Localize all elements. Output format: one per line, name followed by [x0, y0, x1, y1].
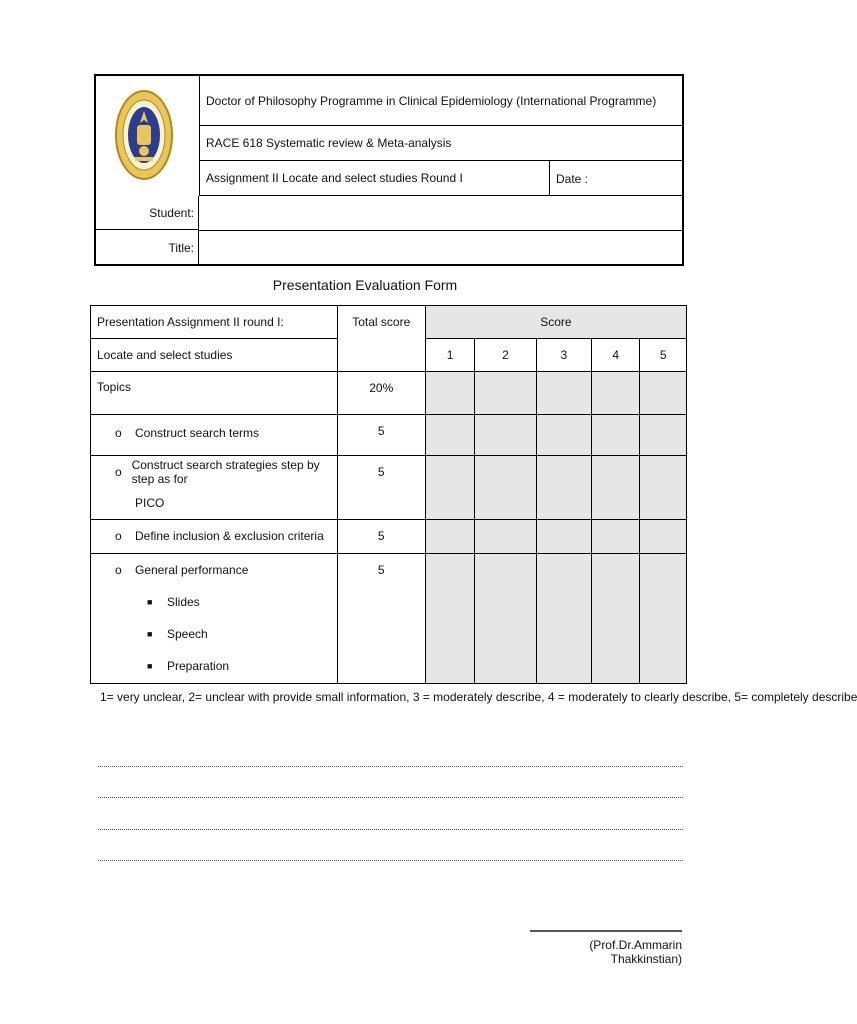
score-legend: 1= very unclear, 2= unclear with provide small information, 3 = moderately describe, 4 = moderately to clearly describe, 5= completely describe [100, 690, 857, 704]
evaluation-table [90, 305, 687, 684]
programme-row [199, 76, 682, 126]
university-logo-cell [96, 76, 200, 196]
comment-line[interactable] [98, 829, 683, 830]
date-label: Date : [556, 171, 589, 186]
score-col-3-label: 3 [560, 348, 568, 362]
score-cell[interactable] [536, 415, 591, 456]
topics-label: Topics [97, 380, 132, 394]
score-cell[interactable] [591, 372, 639, 415]
criterion-score: 5 [377, 424, 385, 438]
score-cell[interactable] [475, 456, 536, 520]
score-col-3 [536, 339, 591, 372]
score-col-5-label: 5 [659, 348, 667, 362]
sub-item-text: Speech [167, 627, 208, 641]
course-row [199, 126, 682, 161]
form-title: Presentation Evaluation Form [272, 277, 458, 293]
circle-bullet-icon: o [115, 465, 122, 479]
score-cell[interactable] [640, 372, 687, 415]
score-col-1-label: 1 [446, 348, 454, 362]
score-cell[interactable] [640, 554, 687, 684]
score-cell[interactable] [425, 415, 474, 456]
circle-bullet-icon: o [115, 563, 122, 577]
criterion-text: Define inclusion & exclusion criteria [135, 529, 324, 543]
form-header [94, 74, 684, 266]
student-field[interactable] [199, 196, 682, 231]
score-cell[interactable] [536, 372, 591, 415]
comment-line[interactable] [98, 797, 683, 798]
score-cell[interactable] [591, 456, 639, 520]
signature-line[interactable] [530, 930, 682, 932]
score-cell[interactable] [425, 372, 474, 415]
criterion-text: Construct search terms [135, 426, 260, 440]
table-row [91, 415, 687, 456]
score-cell[interactable] [640, 456, 687, 520]
comment-line[interactable] [98, 860, 683, 861]
signature-name: (Prof.Dr.Ammarin Thakkinstian) [589, 938, 682, 966]
score-cell[interactable] [591, 554, 639, 684]
square-bullet-icon: ■ [147, 661, 153, 671]
score-cell[interactable] [591, 520, 639, 554]
score-cell[interactable] [425, 456, 474, 520]
score-col-5 [640, 339, 687, 372]
score-cell[interactable] [640, 415, 687, 456]
table-row [91, 520, 687, 554]
topics-total: 20% [369, 381, 394, 395]
circle-bullet-icon: o [115, 426, 122, 440]
criterion-text-continued: PICO [135, 496, 165, 510]
table-row [91, 456, 687, 520]
course-text: RACE 618 Systematic review & Meta-analysis [206, 136, 452, 150]
score-label: Score [540, 315, 572, 329]
programme-text: Doctor of Philosophy Programme in Clinical Epidemiology (International Programme) [206, 93, 657, 108]
score-cell[interactable] [425, 554, 474, 684]
head-line2: Locate and select studies [97, 348, 233, 362]
score-cell[interactable] [640, 520, 687, 554]
criterion-score: 5 [377, 563, 385, 577]
score-cell[interactable] [536, 456, 591, 520]
score-cell[interactable] [475, 554, 536, 684]
score-col-4-label: 4 [612, 348, 620, 362]
criterion-text: General performance [135, 563, 249, 577]
date-field[interactable] [549, 161, 684, 196]
table-row [91, 372, 687, 415]
score-cell[interactable] [475, 372, 536, 415]
score-cell[interactable] [425, 520, 474, 554]
table-head-cell-2 [91, 339, 338, 372]
criterion-score: 5 [377, 465, 385, 479]
sub-item-text: Preparation [167, 659, 230, 673]
score-header [425, 306, 686, 339]
head-line1: Presentation Assignment II round I: [97, 315, 284, 329]
score-col-2-label: 2 [502, 348, 509, 362]
score-cell[interactable] [536, 520, 591, 554]
university-seal-icon [115, 89, 173, 181]
score-col-2 [475, 339, 536, 372]
table-row [91, 554, 687, 684]
criterion-text: Construct search strategies step by step as for [131, 458, 320, 486]
total-score-label: Total score [352, 315, 411, 329]
circle-bullet-icon: o [115, 529, 122, 543]
assignment-text: Assignment II Locate and select studies Round I [206, 171, 463, 185]
score-cell[interactable] [536, 554, 591, 684]
score-cell[interactable] [591, 415, 639, 456]
score-cell[interactable] [475, 520, 536, 554]
square-bullet-icon: ■ [147, 629, 153, 639]
criterion-score: 5 [377, 529, 385, 543]
total-score-header [337, 306, 425, 372]
score-col-1 [425, 339, 474, 372]
comment-line[interactable] [98, 766, 683, 767]
student-label: Student: [96, 196, 199, 230]
table-head-cell [91, 306, 338, 339]
score-col-4 [591, 339, 639, 372]
title-label: Title: [96, 230, 199, 266]
sub-item-text: Slides [167, 595, 200, 609]
square-bullet-icon: ■ [147, 597, 153, 607]
score-cell[interactable] [475, 415, 536, 456]
